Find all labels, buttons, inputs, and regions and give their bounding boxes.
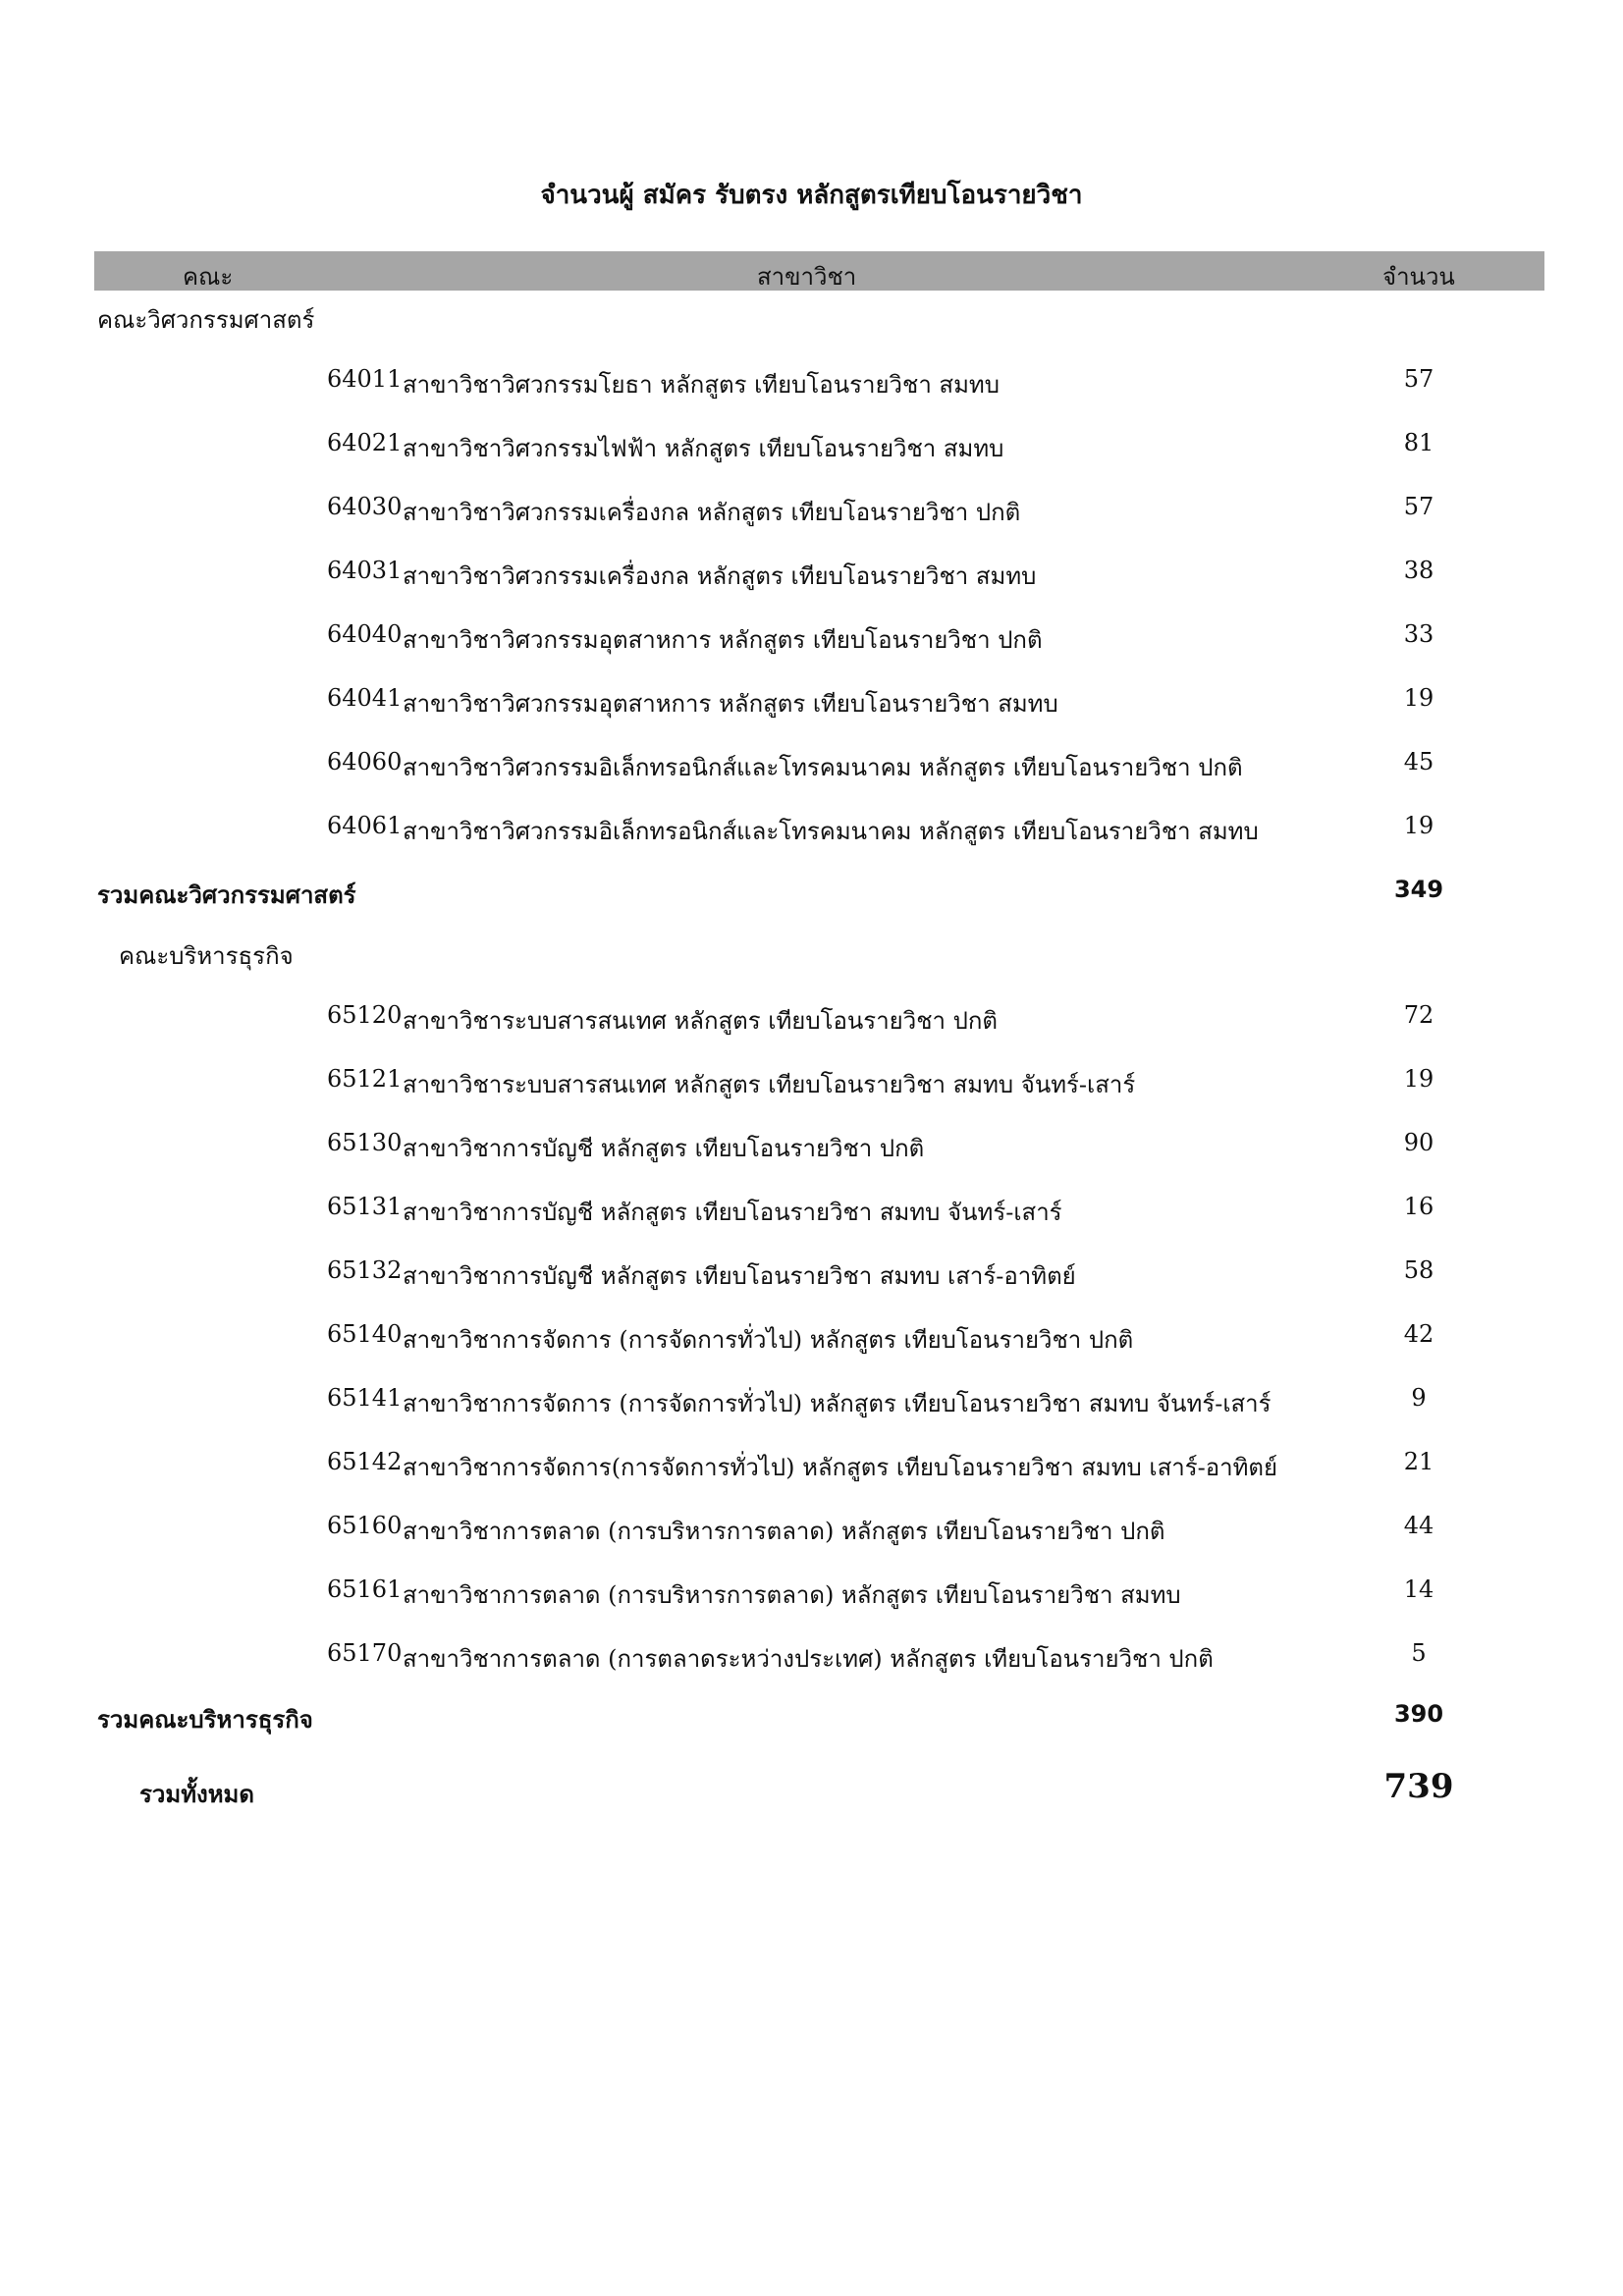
program-name: สาขาวิชาการจัดการ(การจัดการทั่วไป) หลักสูตร เทียบโอนรายวิชา สมทบ เสาร์-อาทิตย์ xyxy=(403,1454,1278,1481)
program-code: 64041 xyxy=(327,684,403,712)
header-count: จำนวน xyxy=(1382,263,1455,291)
program-name: สาขาวิชาวิศวกรรมอุตสาหการ หลักสูตร เทียบโอนรายวิชา สมทบ xyxy=(403,690,1058,718)
program-code: 65160 xyxy=(327,1512,403,1539)
program-code: 64061 xyxy=(327,812,403,839)
subtotal-label: รวมคณะบริหารธุรกิจ xyxy=(97,1706,313,1734)
table-row xyxy=(0,620,1623,660)
program-name: สาขาวิชาวิศวกรรมไฟฟ้า หลักสูตร เทียบโอนรายวิชา สมทบ xyxy=(403,435,1004,462)
subtotal-count: 390 xyxy=(1393,1700,1444,1728)
program-code: 64030 xyxy=(327,493,403,520)
subtotal-label: รวมคณะวิศวกรรมศาสตร์ xyxy=(97,881,356,909)
table-row xyxy=(0,1001,1623,1041)
table-row xyxy=(0,429,1623,468)
program-code: 65120 xyxy=(327,1001,403,1029)
program-name: สาขาวิชาวิศวกรรมอิเล็กทรอนิกส์และโทรคมนาคม หลักสูตร เทียบโอนรายวิชา ปกติ xyxy=(403,754,1243,781)
program-code: 65132 xyxy=(327,1256,403,1284)
program-code: 65140 xyxy=(327,1320,403,1348)
table-row xyxy=(0,812,1623,851)
program-count: 19 xyxy=(1403,1065,1434,1093)
program-code: 65161 xyxy=(327,1575,403,1603)
program-name: สาขาวิชาการบัญชี หลักสูตร เทียบโอนรายวิชา สมทบ จันทร์-เสาร์ xyxy=(403,1199,1062,1226)
program-name: สาขาวิชาการตลาด (การตลาดระหว่างประเทศ) หลักสูตร เทียบโอนรายวิชา ปกติ xyxy=(403,1645,1214,1673)
table-row xyxy=(0,1129,1623,1168)
program-count: 38 xyxy=(1403,557,1434,584)
program-name: สาขาวิชาวิศวกรรมอุตสาหการ หลักสูตร เทียบโอนรายวิชา ปกติ xyxy=(403,626,1043,654)
program-code: 65170 xyxy=(327,1639,403,1667)
grand-total-count: 739 xyxy=(1383,1767,1454,1806)
program-count: 42 xyxy=(1403,1320,1434,1348)
program-count: 33 xyxy=(1403,620,1434,648)
program-count: 45 xyxy=(1403,748,1434,775)
program-count: 57 xyxy=(1403,493,1434,520)
program-count: 19 xyxy=(1403,684,1434,712)
program-count: 72 xyxy=(1403,1001,1434,1029)
table-row xyxy=(0,1512,1623,1551)
grand-total-label: รวมทั้งหมด xyxy=(139,1781,254,1808)
program-count: 58 xyxy=(1403,1256,1434,1284)
faculty-engineering-heading: คณะวิศวกรรมศาสตร์ xyxy=(97,306,315,334)
table-row xyxy=(0,1065,1623,1104)
program-count: 81 xyxy=(1403,429,1434,456)
faculty-business-heading: คณะบริหารธุรกิจ xyxy=(119,942,294,970)
program-code: 64031 xyxy=(327,557,403,584)
program-count: 14 xyxy=(1403,1575,1434,1603)
program-name: สาขาวิชาวิศวกรรมเครื่องกล หลักสูตร เทียบโอนรายวิชา สมทบ xyxy=(403,562,1037,590)
table-header xyxy=(94,251,1544,291)
table-row xyxy=(0,1193,1623,1232)
program-code: 65121 xyxy=(327,1065,403,1093)
program-count: 90 xyxy=(1403,1129,1434,1156)
program-name: สาขาวิชาระบบสารสนเทศ หลักสูตร เทียบโอนรายวิชา ปกติ xyxy=(403,1007,998,1035)
program-name: สาขาวิชาการจัดการ (การจัดการทั่วไป) หลักสูตร เทียบโอนรายวิชา สมทบ จันทร์-เสาร์ xyxy=(403,1390,1271,1417)
program-count: 44 xyxy=(1403,1512,1434,1539)
program-name: สาขาวิชาวิศวกรรมโยธา หลักสูตร เทียบโอนรายวิชา สมทบ xyxy=(403,371,1000,399)
program-name: สาขาวิชาการจัดการ (การจัดการทั่วไป) หลักสูตร เทียบโอนรายวิชา ปกติ xyxy=(403,1326,1134,1354)
table-row xyxy=(0,493,1623,532)
program-code: 65142 xyxy=(327,1448,403,1475)
program-count: 16 xyxy=(1403,1193,1434,1220)
program-code: 65131 xyxy=(327,1193,403,1220)
program-code: 64021 xyxy=(327,429,403,456)
table-row xyxy=(0,365,1623,404)
page-title: จำนวนผู้ สมัคร รับตรง หลักสูตรเทียบโอนรายวิชา xyxy=(540,181,1083,210)
program-code: 65130 xyxy=(327,1129,403,1156)
table-row xyxy=(0,557,1623,596)
program-name: สาขาวิชาการตลาด (การบริหารการตลาด) หลักสูตร เทียบโอนรายวิชา สมทบ xyxy=(403,1581,1181,1609)
program-count: 21 xyxy=(1403,1448,1434,1475)
header-program: สาขาวิชา xyxy=(757,263,857,291)
header-faculty: คณะ xyxy=(183,263,234,291)
program-code: 64011 xyxy=(327,365,403,393)
program-name: สาขาวิชาวิศวกรรมเครื่องกล หลักสูตร เทียบโอนรายวิชา ปกติ xyxy=(403,499,1021,526)
program-name: สาขาวิชาการตลาด (การบริหารการตลาด) หลักสูตร เทียบโอนรายวิชา ปกติ xyxy=(403,1518,1165,1545)
table-row xyxy=(0,1639,1623,1679)
table-row xyxy=(0,1320,1623,1360)
program-count: 19 xyxy=(1403,812,1434,839)
table-row xyxy=(0,1384,1623,1423)
table-row xyxy=(0,748,1623,787)
program-count: 57 xyxy=(1403,365,1434,393)
table-row xyxy=(0,1575,1623,1615)
program-name: สาขาวิชาวิศวกรรมอิเล็กทรอนิกส์และโทรคมนาคม หลักสูตร เทียบโอนรายวิชา สมทบ xyxy=(403,818,1259,845)
table-row xyxy=(0,1448,1623,1487)
program-code: 64060 xyxy=(327,748,403,775)
table-row xyxy=(0,684,1623,723)
program-code: 65141 xyxy=(327,1384,403,1412)
program-name: สาขาวิชาการบัญชี หลักสูตร เทียบโอนรายวิชา ปกติ xyxy=(403,1135,925,1162)
program-code: 64040 xyxy=(327,620,403,648)
program-count: 5 xyxy=(1411,1639,1427,1667)
table-row xyxy=(0,1256,1623,1296)
subtotal-count: 349 xyxy=(1393,876,1444,903)
program-name: สาขาวิชาระบบสารสนเทศ หลักสูตร เทียบโอนรายวิชา สมทบ จันทร์-เสาร์ xyxy=(403,1071,1136,1098)
program-count: 9 xyxy=(1411,1384,1427,1412)
program-name: สาขาวิชาการบัญชี หลักสูตร เทียบโอนรายวิชา สมทบ เสาร์-อาทิตย์ xyxy=(403,1262,1076,1290)
